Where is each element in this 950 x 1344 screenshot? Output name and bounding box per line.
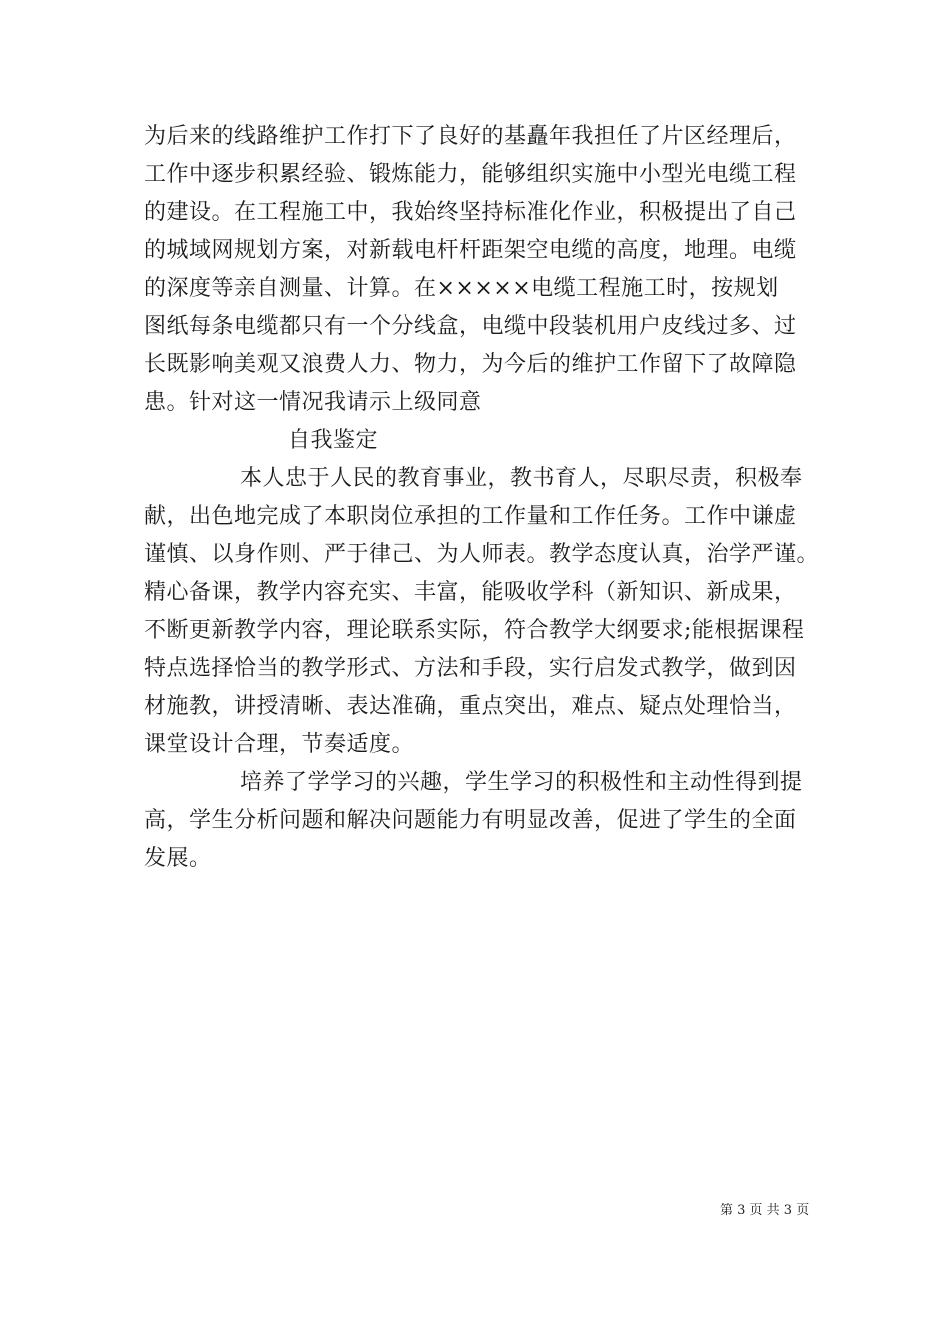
text-line: 工作中逐步积累经验、锻炼能力，能够组织实施中小型光电缆工程 — [144, 162, 797, 187]
text-line: 高，学生分析问题和解决问题能力有明显改善，促进了学生的全面 — [144, 808, 797, 833]
text-line: 特点选择恰当的教学形式、方法和手段，实行启发式教学，做到因 — [144, 656, 797, 681]
text-line: 不断更新教学内容，理论联系实际，符合教学大纲要求;能根据课程 — [144, 618, 805, 643]
section-heading: 自我鉴定 — [288, 428, 379, 453]
text-line: 患。针对这一情况我请示上级同意 — [144, 390, 482, 415]
text-line: 的建设。在工程施工中，我始终坚持标准化作业，积极提出了自己 — [144, 200, 797, 225]
text-line: 材施教，讲授清晰、表达准确，重点突出，难点、疑点处理恰当， — [144, 694, 797, 719]
text-line: 图纸每条电缆都只有一个分线盒，电缆中段装机用户皮线过多、过 — [144, 314, 797, 339]
text-line: 长既影响美观又浪费人力、物力，为今后的维护工作留下了故障隐 — [144, 352, 797, 377]
text-line: 的深度等亲自测量、计算。在×××××电缆工程施工时，按规划 — [144, 276, 779, 301]
text-line: 培养了学学习的兴趣，学生学习的积极性和主动性得到提 — [240, 770, 803, 795]
text-line: 精心备课，教学内容充实、丰富，能吸收学科（新知识、新成果， — [144, 580, 797, 605]
page-number-footer: 第 3 页 共 3 页 — [720, 1203, 810, 1218]
text-line: 课堂设计合理，节奏适度。 — [144, 732, 415, 757]
text-line: 发展。 — [144, 846, 212, 871]
text-line: 为后来的线路维护工作打下了良好的基矗年我担任了片区经理后， — [144, 124, 797, 149]
text-line: 本人忠于人民的教育事业，教书育人，尽职尽责，积极奉 — [240, 466, 803, 491]
text-line: 的城域网规划方案，对新载电杆杆距架空电缆的高度，地理。电缆 — [144, 238, 797, 263]
text-line: 献，出色地完成了本职岗位承担的工作量和工作任务。工作中谦虚 — [144, 504, 797, 529]
text-line: 谨慎、以身作则、严于律己、为人师表。教学态度认真，治学严谨。 — [144, 542, 820, 567]
